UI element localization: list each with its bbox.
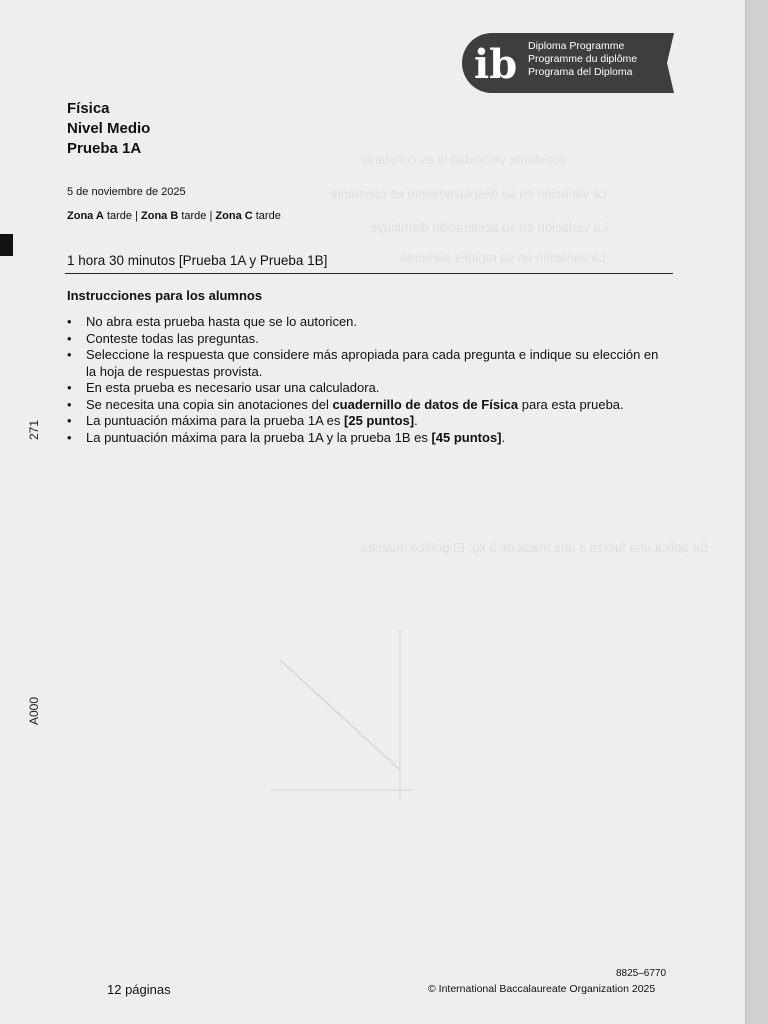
zone-label: Zona B bbox=[141, 210, 179, 222]
logo-line: Programa del Diploma bbox=[528, 66, 633, 78]
logo-line: Diploma Programme bbox=[528, 40, 625, 52]
logo-line: Programme du diplôme bbox=[528, 53, 638, 65]
exam-date: 5 de noviembre de 2025 bbox=[67, 186, 186, 198]
paper-name: Prueba 1A bbox=[67, 140, 142, 157]
page-edge bbox=[746, 0, 768, 1024]
zone-label: Zona A bbox=[67, 210, 104, 222]
divider bbox=[65, 273, 673, 274]
copyright: © International Baccalaureate Organization 2025 bbox=[428, 983, 656, 995]
list-item: • No abra esta prueba hasta que se lo autoricen. bbox=[67, 314, 667, 331]
zone-separator: | bbox=[209, 210, 216, 222]
zone-time: tarde bbox=[181, 210, 207, 222]
registration-mark bbox=[0, 234, 13, 256]
subject-title: Física bbox=[67, 100, 110, 117]
item-bold: [45 puntos] bbox=[431, 429, 502, 445]
show-through-text: constante velocidad la es constante bbox=[360, 152, 566, 167]
side-code-bottom: A000 bbox=[27, 696, 41, 725]
instructions-list bbox=[67, 314, 667, 446]
item-text: . bbox=[414, 413, 418, 428]
item-text: La puntuación máxima para la prueba 1A y la prueba 1B es bbox=[86, 429, 432, 445]
item-bold: [25 puntos] bbox=[344, 413, 415, 428]
list-item bbox=[67, 397, 667, 414]
page-count: 12 páginas bbox=[107, 982, 171, 997]
zone-time: tarde bbox=[255, 210, 281, 222]
item-text: para esta prueba. bbox=[518, 396, 624, 412]
show-through-text: La variación en su desplazamiento es constante bbox=[330, 186, 608, 201]
list-item bbox=[67, 413, 667, 430]
ib-logo bbox=[462, 33, 674, 93]
item-bold: cuadernillo de datos de Física bbox=[332, 396, 519, 412]
item-text: Se necesita una copia sin anotaciones del bbox=[86, 396, 333, 412]
list-item: • Conteste todas las preguntas. bbox=[67, 331, 667, 348]
list-item bbox=[67, 430, 667, 447]
instructions-heading: Instrucciones para los alumnos bbox=[67, 288, 263, 303]
list-item: • En esta prueba es necesario usar una calculadora. bbox=[67, 380, 667, 397]
list-item: • Seleccione la respuesta que considere más apropiada para cada pregunta e indique su elección en la hoja de respuestas provista. bbox=[67, 347, 667, 380]
show-through-text: Se aplica una fuerza a una masa de 3 kg. El gráfico muestra bbox=[360, 540, 709, 555]
show-through-text: La variación en su aceleración disminuye bbox=[370, 220, 608, 235]
subject-block bbox=[67, 99, 150, 159]
zone-time: tarde bbox=[106, 210, 133, 222]
item-text: La puntuación máxima para la prueba 1A es bbox=[86, 413, 345, 428]
side-code-top: 271 bbox=[27, 419, 41, 440]
zone-label: Zona C bbox=[215, 210, 253, 222]
logo-programme-lines bbox=[528, 40, 637, 79]
show-through-text: La variación en su rapidez aumenta bbox=[400, 250, 606, 265]
svg-text:ib: ib bbox=[474, 41, 518, 88]
exam-duration: 1 hora 30 minutos [Prueba 1A y Prueba 1B] bbox=[67, 253, 328, 268]
item-text: . bbox=[501, 429, 506, 445]
zone-times bbox=[67, 210, 281, 222]
zone-separator: | bbox=[135, 210, 141, 222]
subject-level: Nivel Medio bbox=[67, 120, 151, 137]
exam-code: 8825–6770 bbox=[616, 968, 667, 979]
show-through-graph bbox=[260, 620, 420, 820]
